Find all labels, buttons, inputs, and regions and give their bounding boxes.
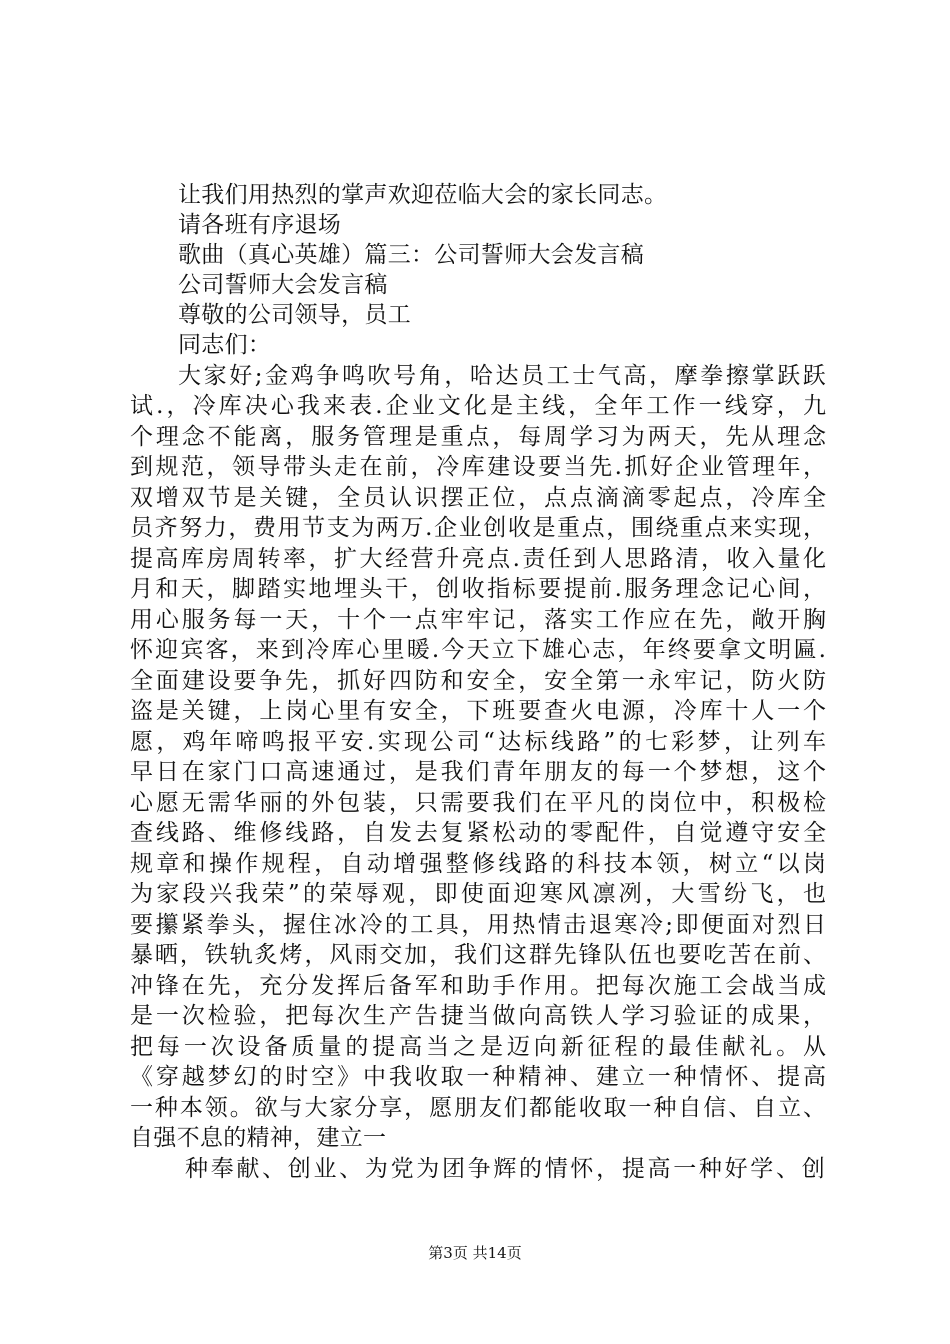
paragraph-line: 个理念不能离，服务管理是重点，每周学习为两天，先从理念 xyxy=(130,424,826,450)
heading-line: 公司誓师大会发言稿 xyxy=(178,272,388,298)
paragraph-line: 心愿无需华丽的外包装，只需要我们在平凡的岗位中，积极检 xyxy=(130,790,826,816)
paragraph-line: 把每一次设备质量的提高当之是迈向新征程的最佳献礼。从 xyxy=(130,1034,826,1060)
heading-line: 让我们用热烈的掌声欢迎莅临大会的家长同志。 xyxy=(178,182,668,208)
paragraph-line: 一种本领。欲与大家分享，愿朋友们都能收取一种自信、自立、 xyxy=(130,1095,826,1121)
heading-line: 同志们： xyxy=(178,332,272,358)
heading-line: 尊敬的公司领导，员工 xyxy=(178,302,411,328)
paragraph-line: 要攥紧拳头，握住冰冷的工具，用热情击退寒冷;即便面对烈日 xyxy=(130,912,826,938)
heading-line: 请各班有序退场 xyxy=(178,212,342,238)
paragraph-line: 是一次检验，把每次生产告捷当做向高铁人学习验证的成果， xyxy=(130,1003,826,1029)
paragraph-line: 到规范，领导带头走在前，冷库建设要当先.抓好企业管理年， xyxy=(130,454,826,480)
paragraph-line: 盗是关键，上岗心里有安全，下班要查火电源，冷库十人一个 xyxy=(130,698,826,724)
paragraph-line: 员齐努力，费用节支为两万.企业创收是重点，围绕重点来实现， xyxy=(130,515,826,541)
paragraph-line: 用心服务每一天，十个一点牢牢记，落实工作应在先，敞开胸 xyxy=(130,607,826,633)
paragraph-line: 月和天，脚踏实地埋头干，创收指标要提前.服务理念记心间， xyxy=(130,576,826,602)
paragraph-line: 冲锋在先，充分发挥后备军和助手作用。把每次施工会战当成 xyxy=(130,973,826,999)
paragraph-line: 试.，冷库决心我来表.企业文化是主线，全年工作一线穿，九 xyxy=(130,393,826,419)
paragraph-line: 早日在家门口高速通过，是我们青年朋友的每一个梦想，这个 xyxy=(130,759,826,785)
paragraph-line: 大家好;金鸡争鸣吹号角，哈达员工士气高，摩拳擦掌跃跃 xyxy=(178,363,826,389)
paragraph-line: 怀迎宾客，来到冷库心里暖.今天立下雄心志，年终要拿文明匾. xyxy=(130,637,826,663)
paragraph-line: 自强不息的精神，建立一 xyxy=(130,1125,387,1151)
paragraph-line: 双增双节是关键，全员认识摆正位，点点滴滴零起点，冷库全 xyxy=(130,485,826,511)
paragraph-line: 提高库房周转率，扩大经营升亮点.责任到人思路清，收入量化 xyxy=(130,546,826,572)
paragraph-line: 为家段兴我荣”的荣辱观，即使面迎寒风凛冽，大雪纷飞，也 xyxy=(130,881,826,907)
paragraph-line: 暴晒，铁轨炙烤，风雨交加，我们这群先锋队伍也要吃苦在前、 xyxy=(130,942,826,968)
paragraph-line: 查线路、维修线路，自发去复紧松动的零配件，自觉遵守安全 xyxy=(130,820,826,846)
paragraph-line: 规章和操作规程，自动增强整修线路的科技本领，树立“以岗 xyxy=(130,851,826,877)
continuation-line: 种奉献、创业、为党为团争辉的情怀，提高一种好学、创 xyxy=(185,1156,825,1182)
heading-line: 歌曲（真心英雄）篇三：公司誓师大会发言稿 xyxy=(178,242,644,268)
paragraph-line: 全面建设要争先，抓好四防和安全，安全第一永牢记，防火防 xyxy=(130,668,826,694)
page-number-footer: 第3页 共14页 xyxy=(428,1244,522,1262)
paragraph-line: 《穿越梦幻的时空》中我收取一种精神、建立一种情怀、提高 xyxy=(130,1064,826,1090)
paragraph-line: 愿，鸡年啼鸣报平安.实现公司“达标线路”的七彩梦，让列车 xyxy=(130,729,826,755)
